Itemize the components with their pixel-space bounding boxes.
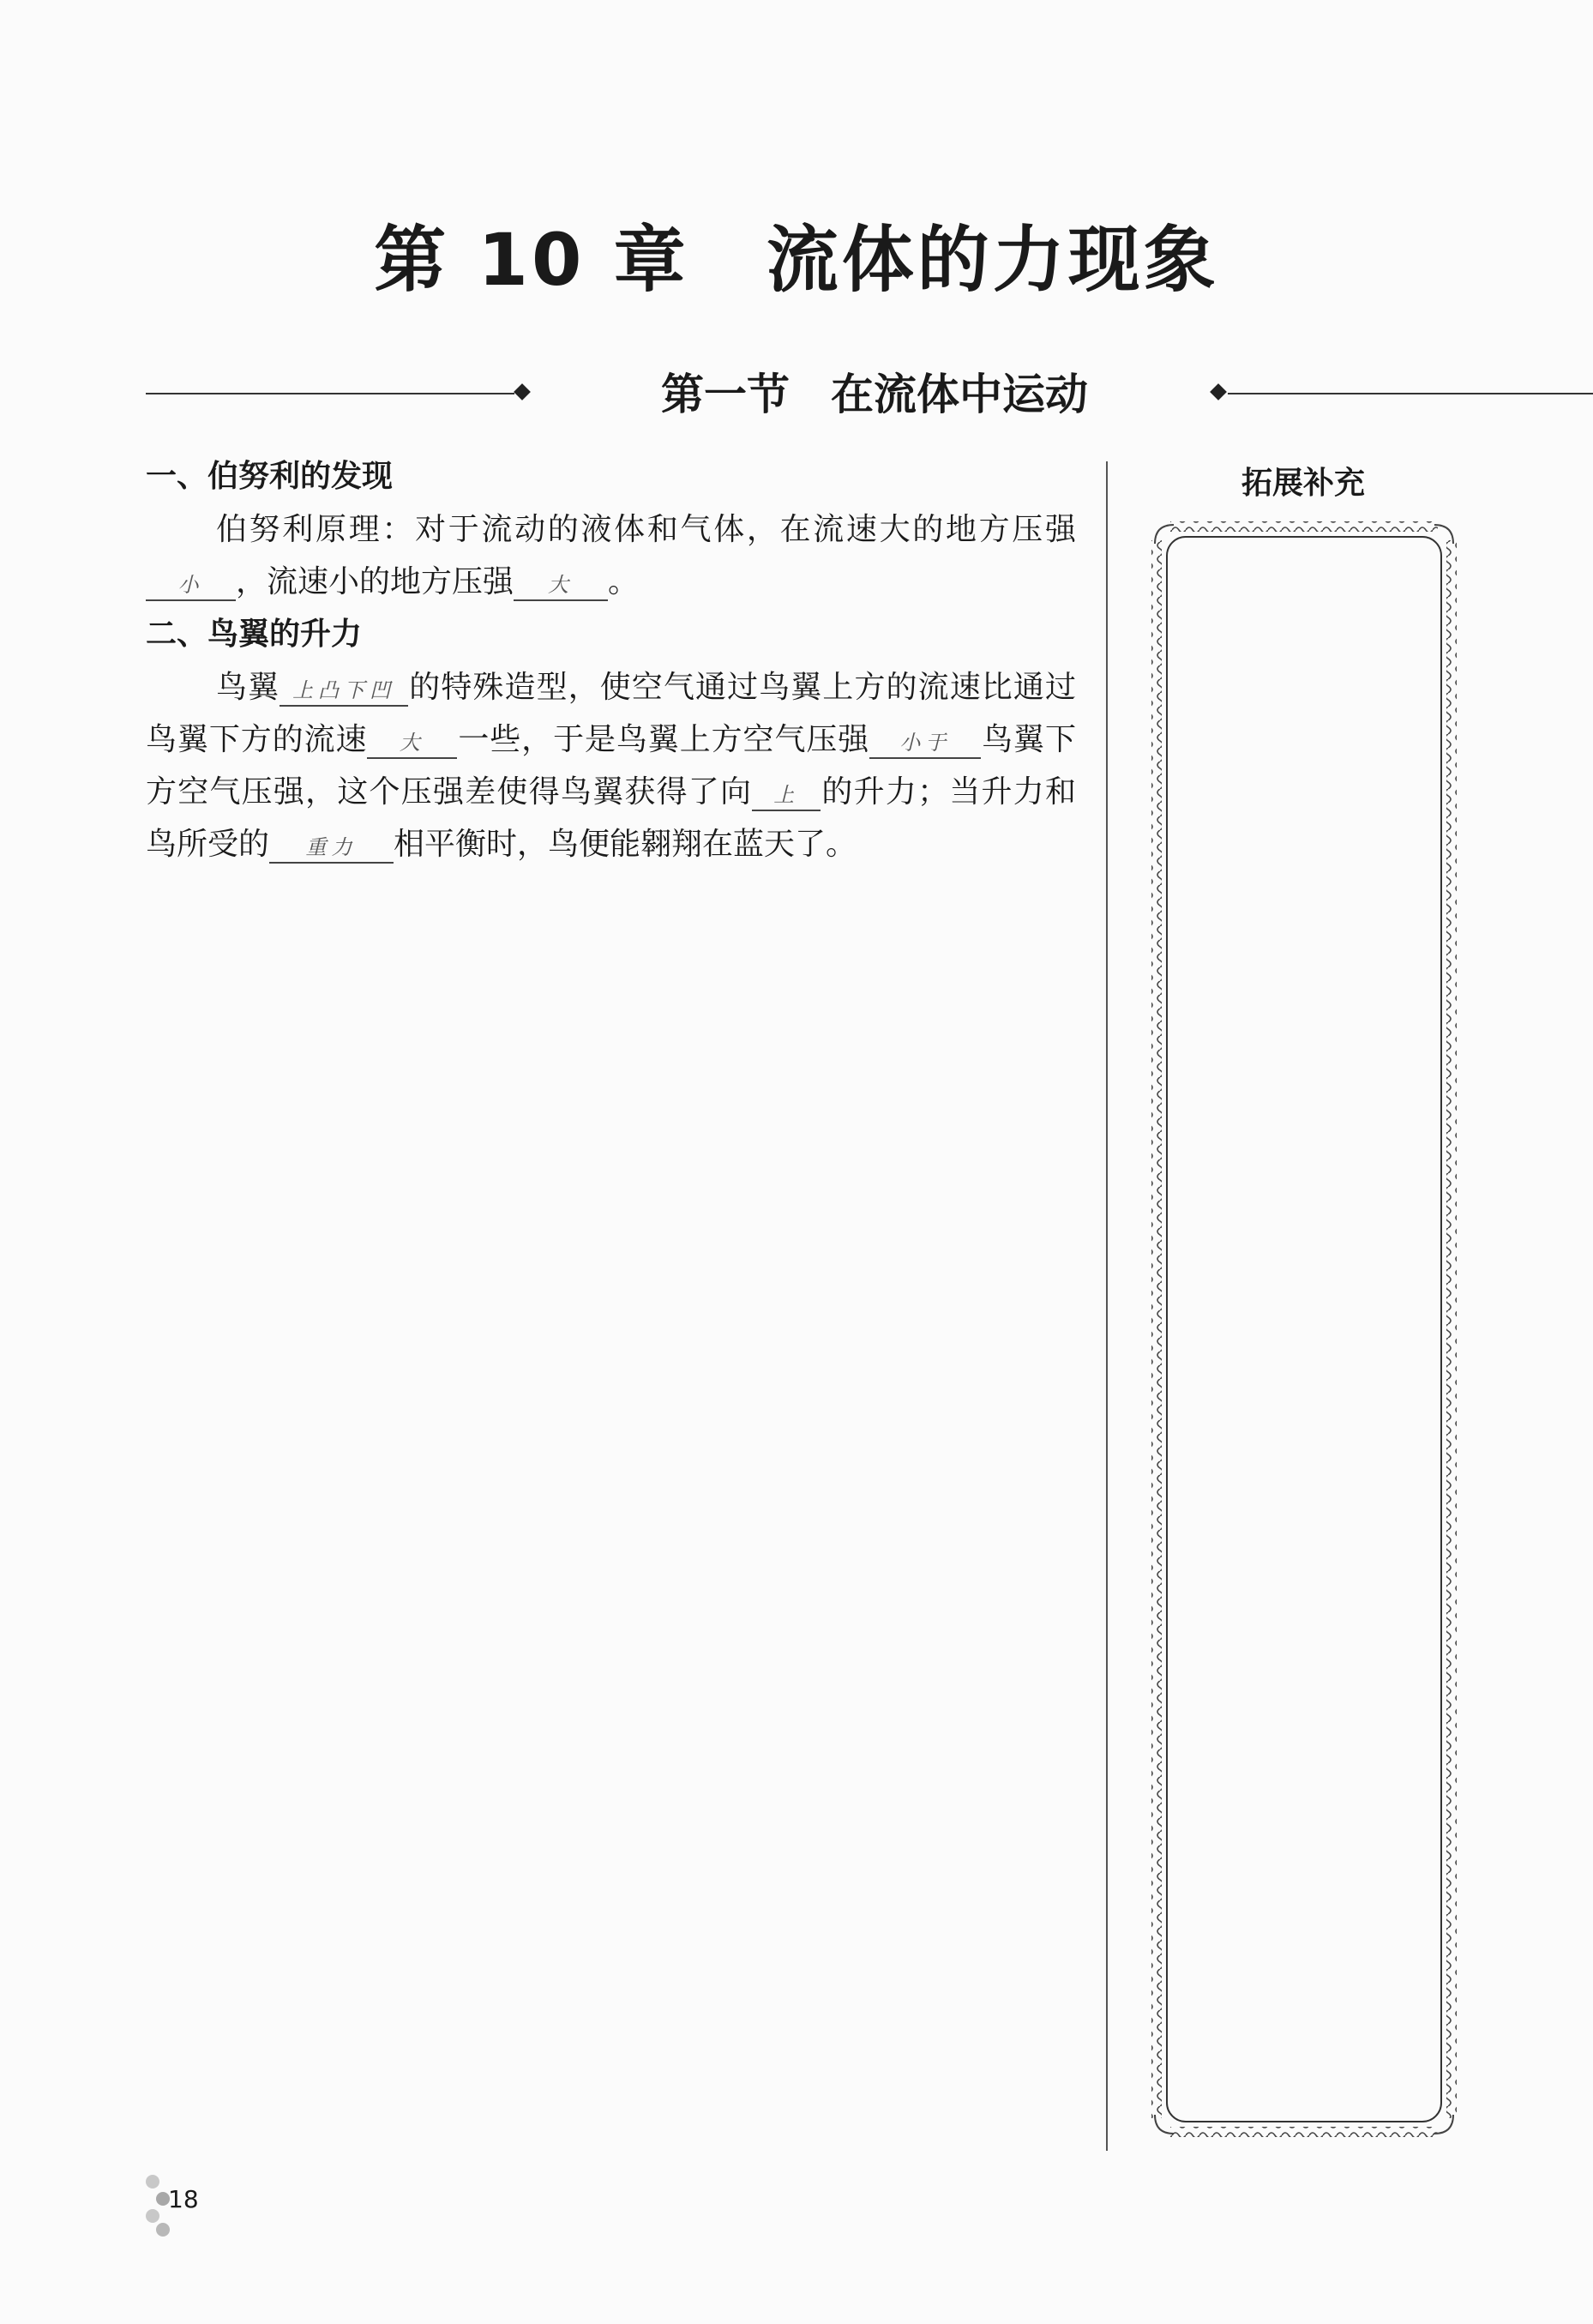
handwritten-answer: 上凸下凹: [292, 678, 396, 702]
part2-heading: 二、鸟翼的升力: [146, 617, 363, 652]
handwritten-answer: 小于: [899, 731, 952, 755]
part1-heading: 一、伯努利的发现: [146, 459, 394, 494]
main-content: [146, 450, 1076, 870]
diamond-ornament-left: [514, 383, 531, 400]
fill-blank-2[interactable]: [514, 565, 608, 601]
diamond-ornament-right: [1210, 383, 1227, 400]
chapter-name: 流体的力现象: [766, 218, 1219, 302]
handwritten-answer: 大: [399, 731, 425, 755]
section-rule-left: [146, 393, 514, 394]
handwritten-answer: 上: [773, 783, 800, 807]
column-divider: [1106, 461, 1108, 2151]
decorative-border: [1145, 515, 1464, 2144]
part2-paragraph: [146, 661, 1076, 870]
handwritten-answer: 小: [177, 573, 204, 597]
part1-text-c: 。: [608, 564, 640, 599]
section-title: [549, 360, 1200, 422]
part1-text-b: ，流速小的地方压强: [236, 564, 514, 599]
section-name: 在流体中运动: [831, 369, 1088, 419]
handwritten-answer: 重力: [305, 835, 358, 859]
chapter-number: 第 10 章: [374, 218, 689, 302]
part2-text-f: 相平衡时，鸟便能翱翔在蓝天了。: [394, 827, 857, 862]
part2-text-b: 的特殊造型，使空气通过鸟翼上方的流速比通过鸟翼下方的流速: [146, 670, 1076, 757]
part2-text-a: 鸟翼: [216, 670, 280, 705]
fill-blank-4[interactable]: [367, 723, 457, 759]
sidebar-title: 拓展补充: [1241, 466, 1365, 501]
part2-text-d: 鸟翼下方空气压强，这个压强差使得鸟翼获得了向: [146, 722, 1076, 810]
fill-blank-6[interactable]: [752, 775, 821, 811]
fill-blank-3[interactable]: [280, 671, 408, 707]
sidebar-notes-box[interactable]: [1145, 515, 1464, 2144]
handwritten-answer: 大: [548, 573, 574, 597]
section-header: [146, 358, 1458, 427]
fill-blank-1[interactable]: [146, 565, 236, 601]
part2-text-e: 的升力；当升力和鸟所受的: [146, 774, 1076, 862]
part2-text-c: 一些，于是鸟翼上方空气压强: [457, 722, 870, 757]
chapter-title: [0, 202, 1593, 306]
section-number: 第一节: [661, 369, 790, 419]
fill-blank-5[interactable]: [869, 723, 981, 759]
part1-paragraph: [146, 503, 1076, 608]
page-number: 18: [168, 2185, 199, 2213]
fill-blank-7[interactable]: [269, 828, 394, 864]
section-rule-right: [1228, 393, 1593, 394]
part1-text-a: 伯努利原理：对于流动的液体和气体，在流速大的地方压强: [216, 512, 1076, 547]
